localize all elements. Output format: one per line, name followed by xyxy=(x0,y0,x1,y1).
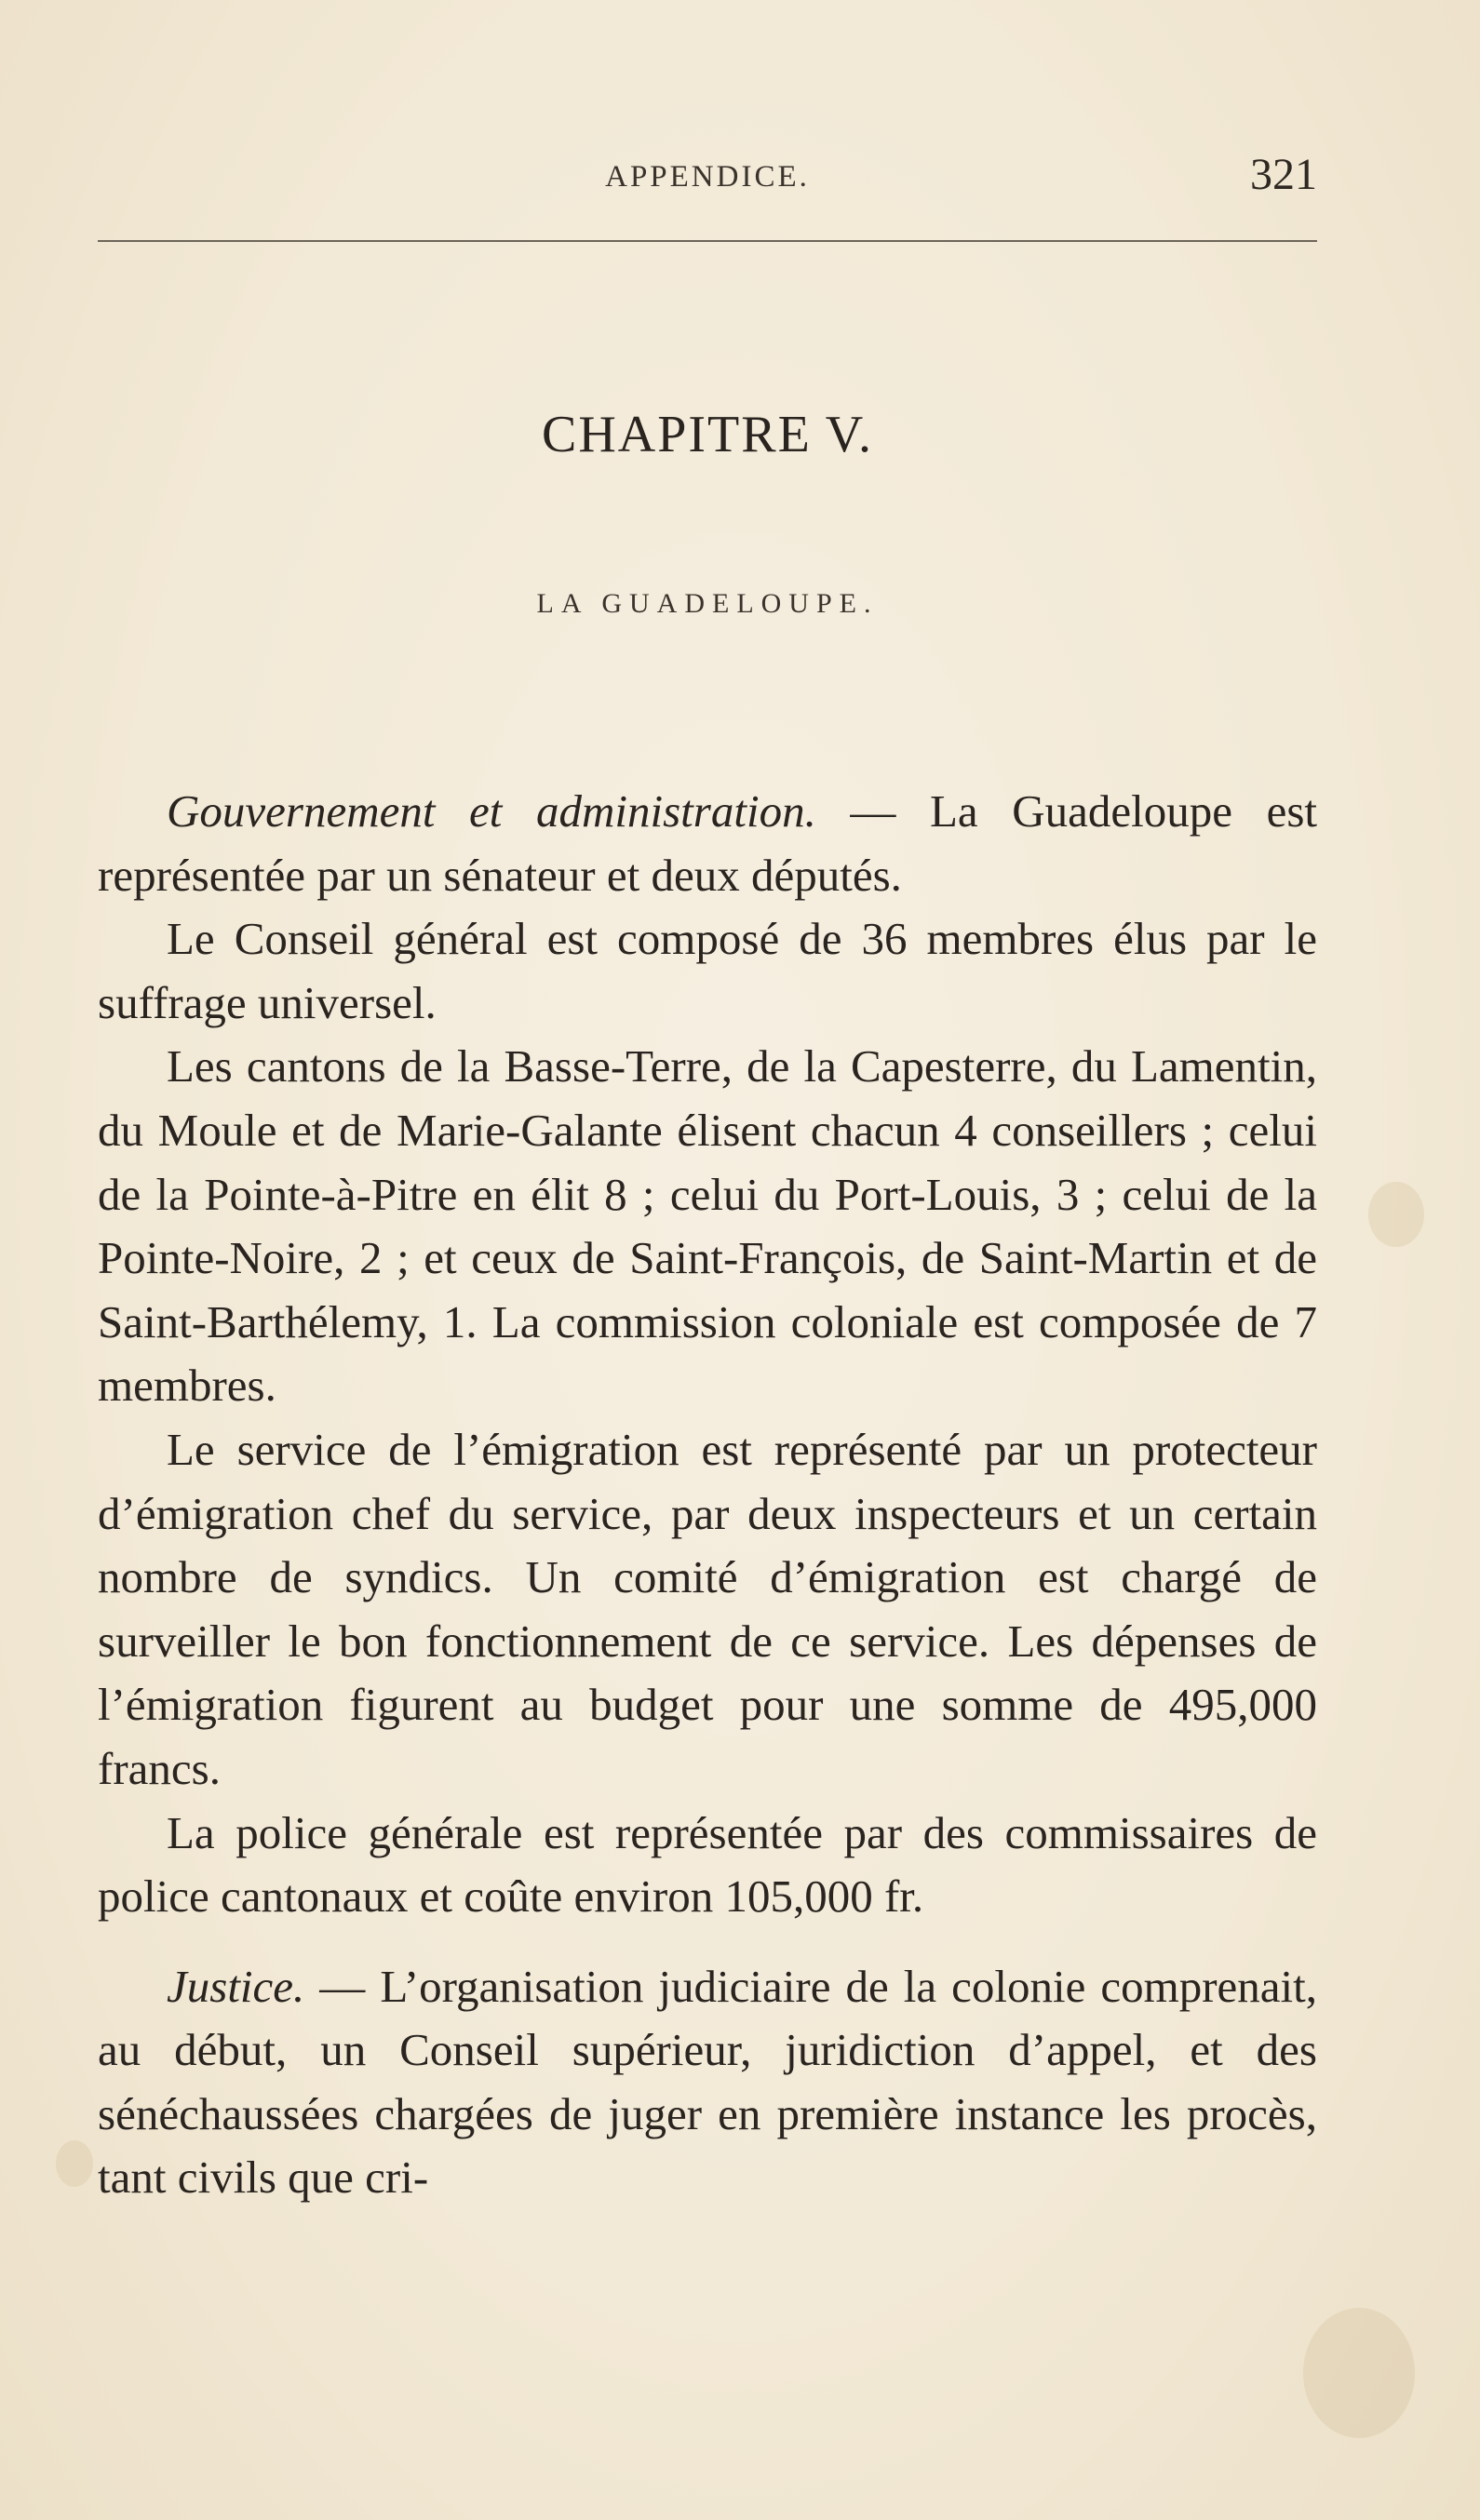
section-heading: Justice. xyxy=(167,1960,305,2012)
paragraph-text: — L’organisation judiciaire de la colonie comprenait, au début, un Conseil supérieur, juridiction d’appel, et des sénéchaussées chargées de juger en première instance les procès, tant civils que cri- xyxy=(98,1960,1317,2204)
paragraph-text: La police générale est représentée par des commissaires de police cantonaux et coûte environ 105,000 fr. xyxy=(98,1806,1317,1923)
paper-stain xyxy=(1368,1182,1424,1247)
paragraph xyxy=(98,780,1317,907)
section-heading: Gouvernement et administration. xyxy=(167,785,816,837)
page-header xyxy=(98,149,1317,205)
paragraph-text: Le service de l’émigration est représenté par un protecteur d’émigration chef du service, par deux inspecteurs et un certain nombre de syndics. Un comité d’émigration est chargé de surveiller le bon fonctionnement de ce service. Les dépenses de l’émigration figurent au budget pour une somme de 495,000 francs. xyxy=(98,1423,1317,1794)
chapter-title: CHAPITRE V. xyxy=(541,406,873,463)
paper-stain xyxy=(56,2140,93,2187)
header-rule xyxy=(98,240,1317,242)
page-number: 321 xyxy=(1250,150,1317,199)
paragraph xyxy=(98,1418,1317,1802)
paragraph-text: Les cantons de la Basse-Terre, de la Capesterre, du Lamentin, du Moule et de Marie-Galante élisent chacun 4 conseillers ; celui de la Pointe-à-Pitre en élit 8 ; celui du Port-Louis, 3 ; celui de la Pointe-Noire, 2 ; et ceux de Saint-François, de Saint-Martin et de Saint-Barthélemy, 1. La commission coloniale est composée de 7 membres. xyxy=(98,1040,1317,1412)
paragraph xyxy=(98,1955,1317,2210)
paragraph xyxy=(98,907,1317,1035)
chapter-subtitle: LA GUADELOUPE. xyxy=(536,588,879,619)
paper-stain xyxy=(1303,2308,1415,2438)
paragraph xyxy=(98,1035,1317,1418)
body-text xyxy=(98,780,1317,2210)
paragraph xyxy=(98,1802,1317,1929)
paragraph-text: Le Conseil général est composé de 36 membres élus par le suffrage universel. xyxy=(98,913,1317,1028)
paragraph-text: — La Guadeloupe est représentée par un sénateur et deux députés. xyxy=(98,785,1318,901)
running-head: APPENDICE. xyxy=(605,160,810,194)
